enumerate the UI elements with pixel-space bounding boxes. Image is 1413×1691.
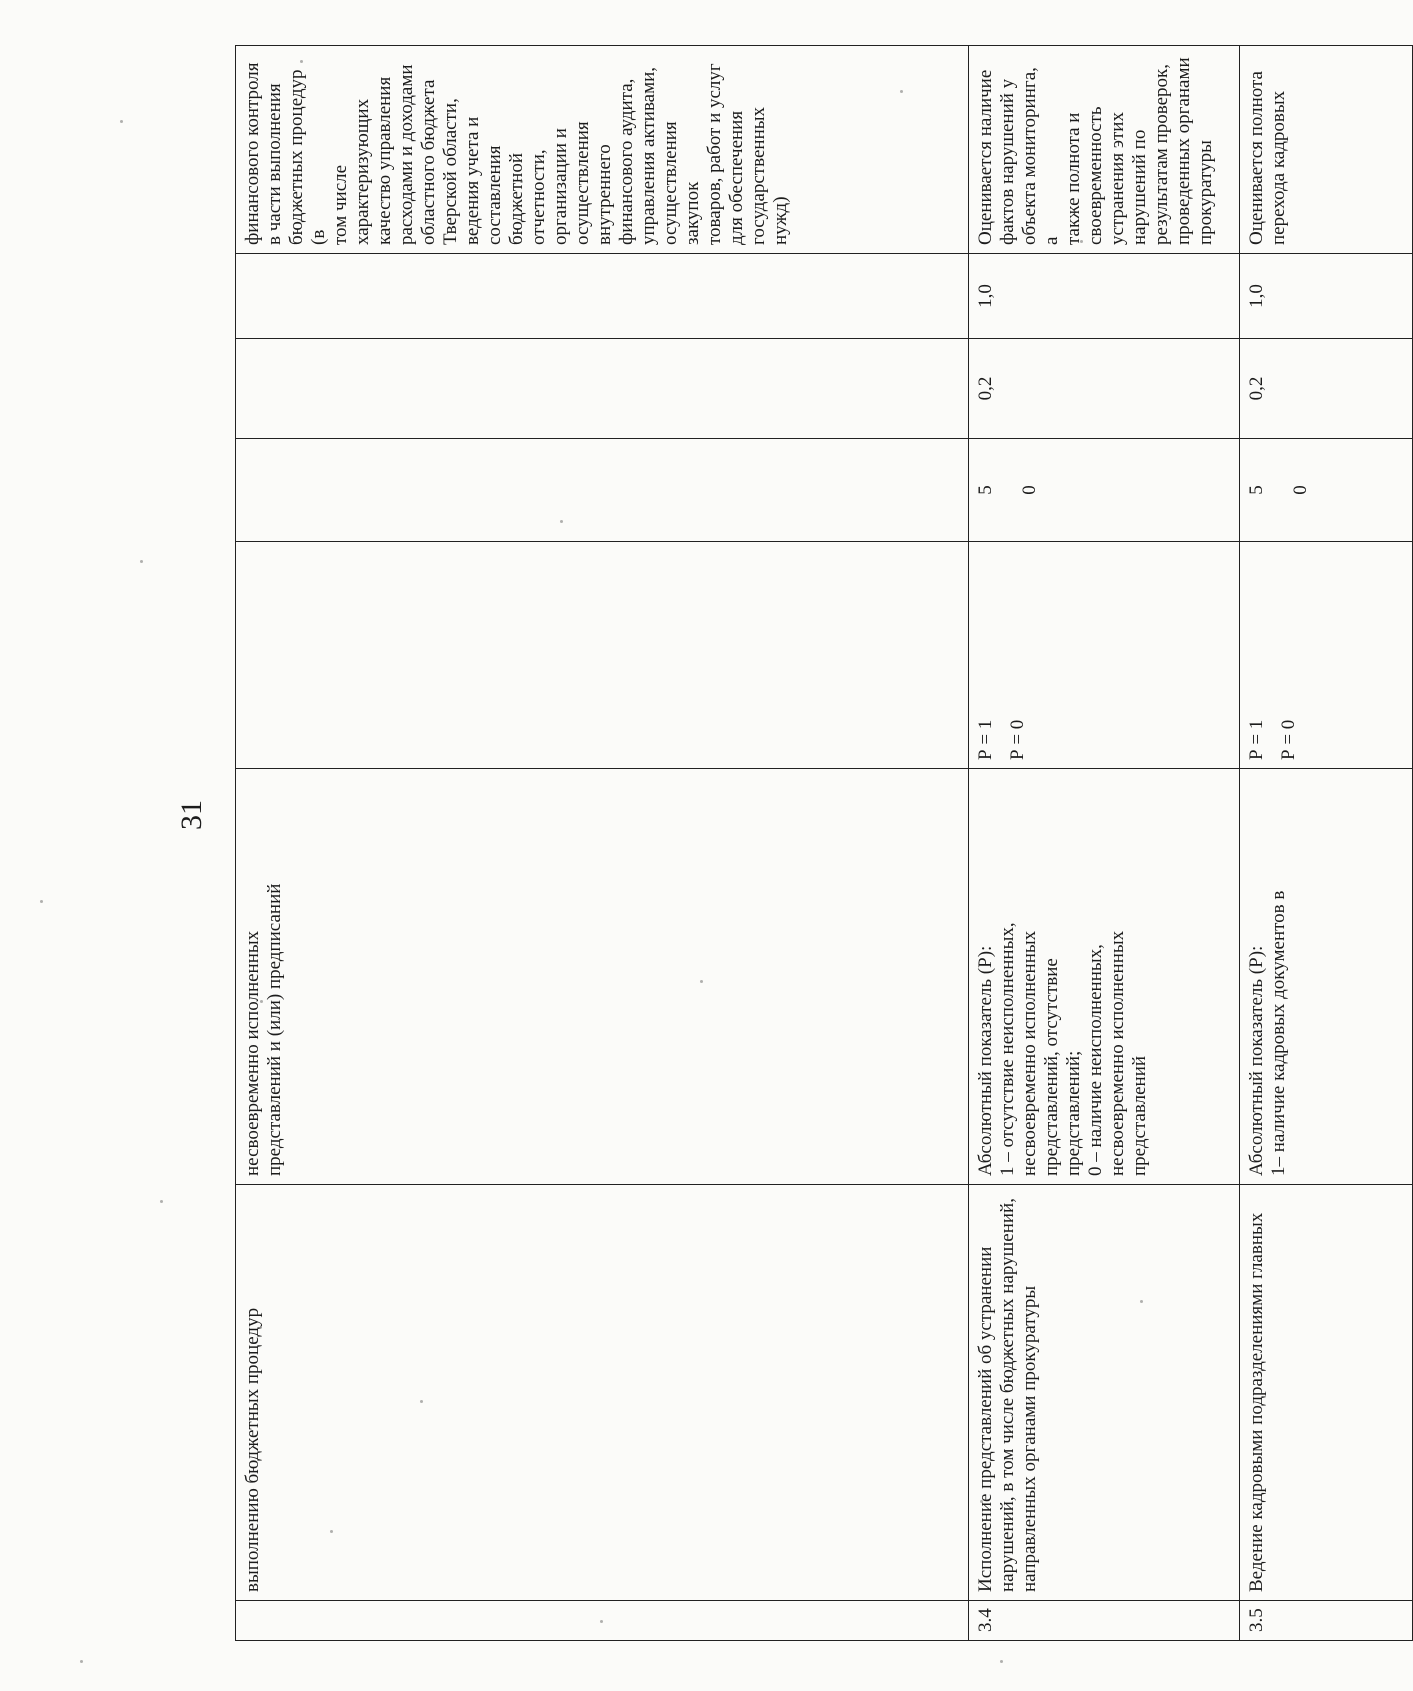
- indicator-name: выполнению бюджетных процедур: [242, 1307, 263, 1592]
- comment-line: своевременность: [1085, 106, 1106, 245]
- weight-cell: [236, 339, 969, 439]
- comment-cell: [236, 46, 969, 254]
- indicator-value: Р = 0: [1007, 719, 1028, 760]
- points-cell: [236, 439, 969, 542]
- scan-speck: [140, 560, 143, 563]
- comment-line: в части выполнения: [264, 83, 285, 245]
- comment-line: расходами и доходами: [396, 64, 417, 245]
- criteria-table: [235, 45, 1413, 1641]
- indicator-value-cell: [969, 542, 1240, 769]
- formula-line: несвоевременно исполненных: [242, 930, 263, 1176]
- comment-line: перехода кадровых: [1268, 90, 1289, 245]
- scan-speck: [520, 180, 523, 183]
- comment-line: Оценивается наличие: [975, 69, 996, 245]
- max-score-value: 1,0: [975, 284, 996, 308]
- comment-line: также полнота и: [1063, 112, 1084, 245]
- comment-line: товаров, работ и услуг: [704, 63, 725, 245]
- weight-value: 0,2: [975, 376, 996, 401]
- formula-line: 1– наличие кадровых документов в: [1268, 890, 1289, 1176]
- max-score-value: 1,0: [1246, 284, 1267, 308]
- scan-speck: [160, 1200, 163, 1203]
- scan-speck: [980, 1500, 983, 1503]
- scan-speck: [40, 900, 43, 903]
- comment-line: объекта мониторинга, а: [1019, 67, 1062, 245]
- indicator-name: Исполнение представлений об устранении нарушений, в том числе бюджетных нарушений, направленных органами прокуратуры: [975, 1198, 1040, 1592]
- weight-cell: [969, 339, 1240, 439]
- comment-line: устранения этих: [1107, 112, 1128, 245]
- table-row: [236, 46, 969, 1641]
- comment-cell: [969, 46, 1240, 254]
- points-value: 5: [1246, 485, 1267, 495]
- scan-speck: [300, 60, 303, 63]
- weight-value: 0,2: [1246, 376, 1267, 401]
- comment-line: отчетности,: [528, 149, 549, 245]
- points-value: 0: [1290, 485, 1311, 495]
- comment-line: составления бюджетной: [484, 145, 527, 245]
- comment-line: областного бюджета: [418, 79, 439, 245]
- comment-line: том числе: [330, 164, 351, 245]
- comment-line: ведения учета и: [462, 116, 483, 245]
- comment-line: результатам проверок,: [1151, 63, 1172, 245]
- scan-speck: [560, 520, 563, 523]
- scan-speck: [1000, 1660, 1003, 1663]
- scan-speck: [700, 980, 703, 983]
- formula-line: несвоевременно исполненных: [1107, 930, 1128, 1176]
- formula-line: представлений и (или) предписаний: [264, 883, 285, 1176]
- formula-line: Абсолютный показатель (Р):: [1246, 945, 1267, 1176]
- comment-line: финансового аудита,: [616, 78, 637, 245]
- row-number: 3.5: [1246, 1608, 1267, 1632]
- calculation-formula-cell: [236, 769, 969, 1185]
- formula-line: 0 – наличие неисполненных,: [1085, 944, 1106, 1176]
- points-value: 5: [975, 485, 996, 495]
- scan-speck: [80, 1660, 83, 1663]
- row-number: 3.4: [975, 1608, 996, 1632]
- table-row: [969, 46, 1240, 1641]
- formula-line: 1 – отсутствие неисполненных,: [997, 922, 1018, 1176]
- scan-speck: [600, 1620, 603, 1623]
- scan-speck: [330, 1530, 333, 1533]
- scan-speck: [1080, 240, 1083, 243]
- row-number-cell: [1240, 1601, 1413, 1641]
- weight-cell: [1240, 339, 1413, 439]
- indicator-name-cell: [236, 1185, 969, 1601]
- row-number-cell: [969, 1601, 1240, 1641]
- comment-cell: [1240, 46, 1413, 254]
- formula-line: несвоевременно исполненных: [1019, 930, 1040, 1176]
- comment-line: осуществления: [572, 121, 593, 245]
- comment-line: фактов нарушений у: [997, 78, 1018, 245]
- max-score-cell: [969, 254, 1240, 339]
- indicator-value-cell: [236, 542, 969, 769]
- comment-line: осуществления закупок: [660, 121, 703, 245]
- comment-line: государственных нужд): [748, 106, 791, 245]
- max-score-cell: [1240, 254, 1413, 339]
- comment-line: Оценивается полнота: [1246, 71, 1267, 245]
- page-number: 31: [175, 800, 208, 830]
- indicator-value: Р = 1: [975, 719, 996, 760]
- points-value: 0: [1019, 485, 1040, 495]
- scan-speck: [260, 1000, 263, 1003]
- indicator-value: Р = 0: [1278, 719, 1299, 760]
- indicator-value: Р = 1: [1246, 719, 1267, 760]
- calculation-formula-cell: [969, 769, 1240, 1185]
- comment-line: бюджетных процедур (в: [286, 69, 329, 245]
- scan-speck: [420, 1400, 423, 1403]
- comment-line: Тверской области,: [440, 98, 461, 245]
- rotated-table-wrapper: [235, 46, 1311, 1641]
- indicator-value-cell: [1240, 542, 1413, 769]
- points-cell: [969, 439, 1240, 542]
- calculation-formula-cell: [1240, 769, 1413, 1185]
- indicator-name: Ведение кадровыми подразделениями главных: [1246, 1212, 1267, 1592]
- scan-speck: [1140, 1300, 1143, 1303]
- comment-line: организации и: [550, 128, 571, 245]
- indicator-name-cell: [969, 1185, 1240, 1601]
- formula-line: представлений: [1129, 1055, 1150, 1176]
- indicator-name-cell: [1240, 1185, 1413, 1601]
- comment-line: характеризующих: [352, 98, 373, 245]
- comment-line: качество управления: [374, 76, 395, 245]
- comment-line: нарушений по: [1129, 129, 1150, 245]
- formula-line: представлений, отсутствие: [1041, 958, 1062, 1176]
- formula-line: Абсолютный показатель (Р):: [975, 945, 996, 1176]
- comment-line: для обеспечения: [726, 110, 747, 245]
- points-cell: [1240, 439, 1413, 542]
- scan-speck: [120, 120, 123, 123]
- comment-line: проведенных органами: [1173, 57, 1194, 245]
- scan-speck: [900, 90, 903, 93]
- comment-line: финансового контроля: [242, 62, 263, 245]
- comment-line: прокуратуры: [1195, 140, 1216, 245]
- table-row: [1240, 46, 1413, 1641]
- comment-line: управления активами,: [638, 66, 659, 245]
- max-score-cell: [236, 254, 969, 339]
- comment-line: внутреннего: [594, 144, 615, 245]
- formula-line: представлений;: [1063, 1050, 1084, 1176]
